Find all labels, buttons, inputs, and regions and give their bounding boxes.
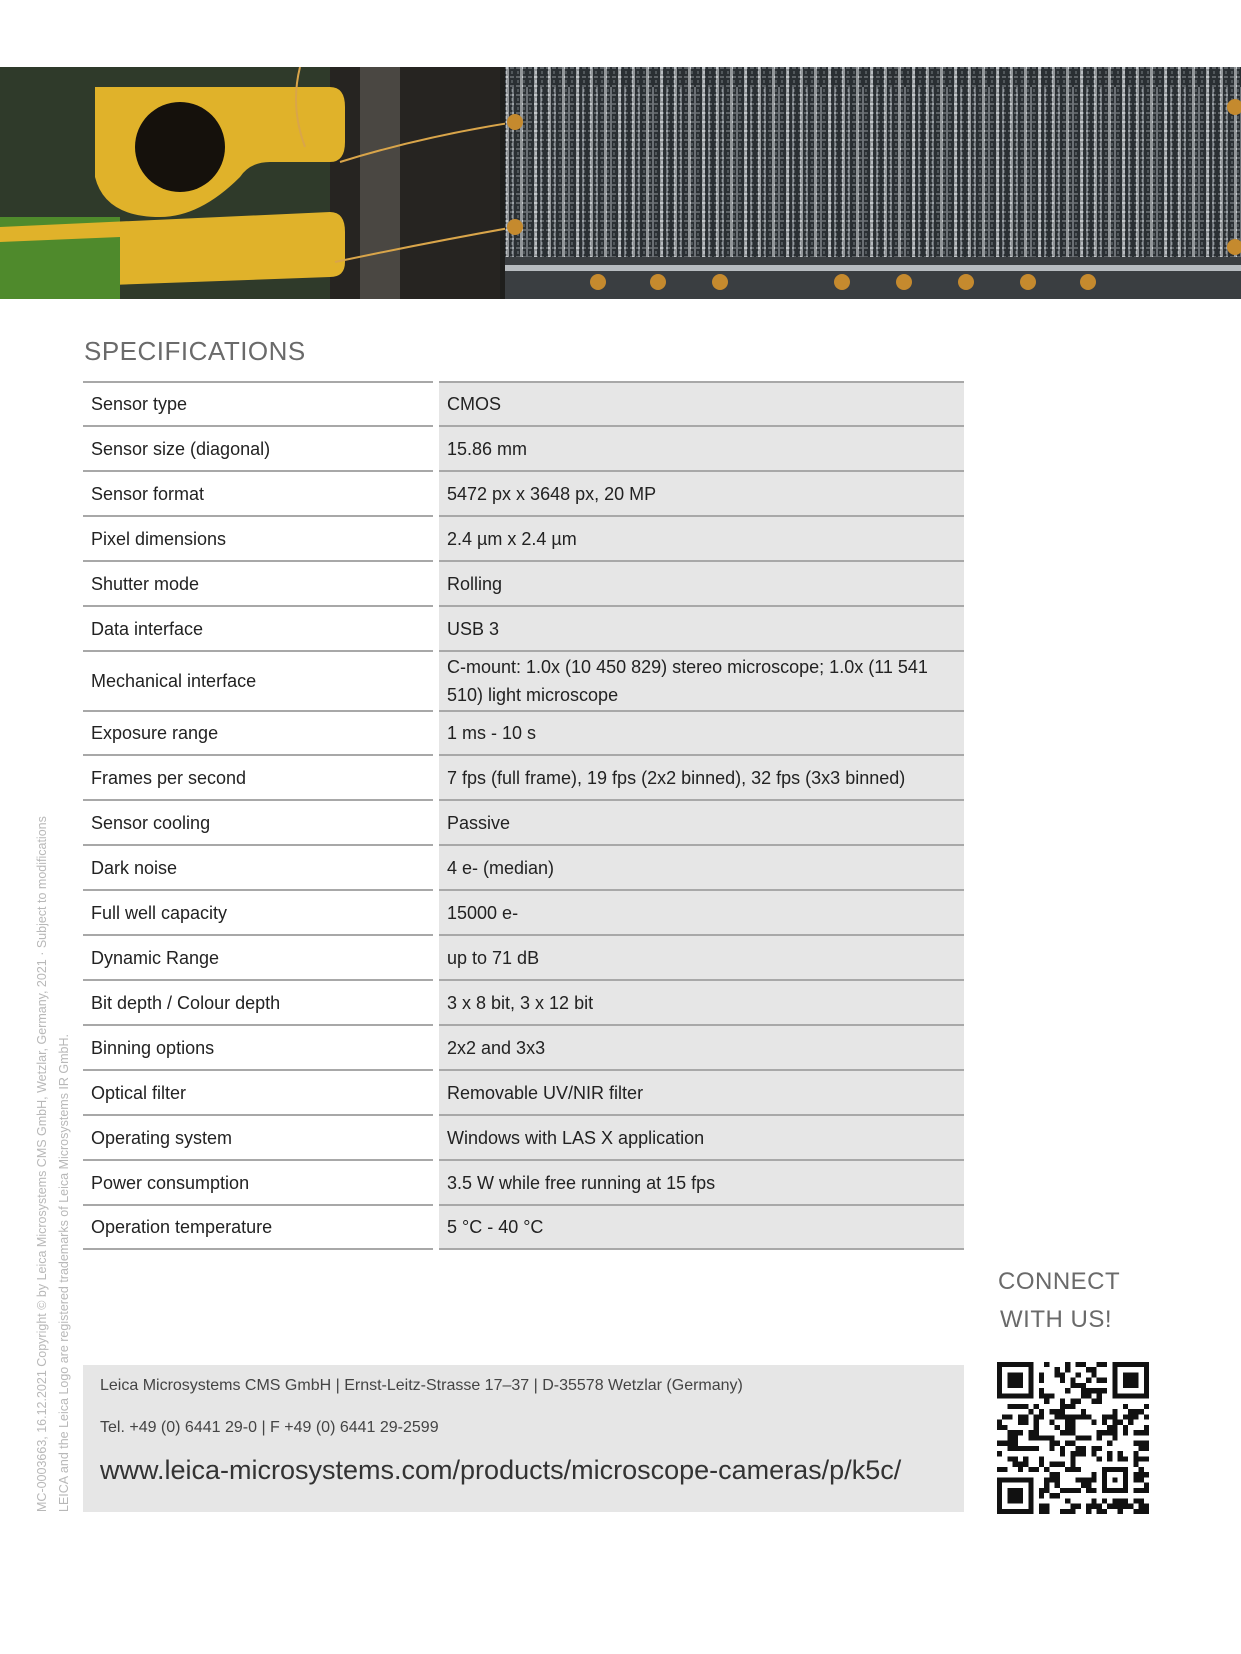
spec-label: Sensor cooling [83, 800, 436, 845]
spec-label: Binning options [83, 1025, 436, 1070]
spec-label: Operation temperature [83, 1205, 436, 1249]
table-row [83, 471, 964, 516]
spec-value: 5472 px x 3648 px, 20 MP [436, 471, 964, 516]
table-row [83, 890, 964, 935]
spec-value: Rolling [436, 561, 964, 606]
table-row [83, 1025, 964, 1070]
spec-value: 2x2 and 3x3 [436, 1025, 964, 1070]
spec-label: Dark noise [83, 845, 436, 890]
table-row [83, 426, 964, 471]
spec-value: 3 x 8 bit, 3 x 12 bit [436, 980, 964, 1025]
spec-value: up to 71 dB [436, 935, 964, 980]
qr-code-graphic [997, 1362, 1149, 1514]
spec-label: Sensor type [83, 382, 436, 426]
spec-value: Removable UV/NIR filter [436, 1070, 964, 1115]
spec-label: Power consumption [83, 1160, 436, 1205]
product-url-link[interactable]: www.leica-microsystems.com/products/microscope-cameras/p/k5c/ [100, 1455, 902, 1485]
table-row [83, 845, 964, 890]
spec-value: 7 fps (full frame), 19 fps (2x2 binned), 32 fps (3x3 binned) [436, 755, 964, 800]
table-row [83, 651, 964, 711]
table-row [83, 980, 964, 1025]
company-address: Leica Microsystems CMS GmbH | Ernst-Leitz-Strasse 17–37 | D-35578 Wetzlar (Germany) [100, 1377, 743, 1394]
spec-label: Sensor format [83, 471, 436, 516]
table-row [83, 1070, 964, 1115]
connect-line-1: CONNECT [998, 1268, 1121, 1295]
spec-label: Pixel dimensions [83, 516, 436, 561]
contact-footer [83, 1365, 964, 1512]
spec-label: Bit depth / Colour depth [83, 980, 436, 1025]
specifications-table [83, 381, 964, 1250]
spec-value: 3.5 W while free running at 15 fps [436, 1160, 964, 1205]
phone-fax: Tel. +49 (0) 6441 29-0 | F +49 (0) 6441 29-2599 [100, 1419, 439, 1436]
qr-code-icon[interactable] [997, 1362, 1149, 1514]
spec-label: Exposure range [83, 711, 436, 755]
hero-image [0, 67, 1241, 299]
spec-value: 2.4 µm x 2.4 µm [436, 516, 964, 561]
table-row [83, 382, 964, 426]
trademark-line: LEICA and the Leica Logo are registered trademarks of Leica Microsystems IR GmbH. [57, 1034, 71, 1512]
spec-label: Sensor size (diagonal) [83, 426, 436, 471]
section-title: SPECIFICATIONS [84, 336, 306, 366]
spec-value: USB 3 [436, 606, 964, 651]
connect-line-2: WITH US! [1000, 1306, 1112, 1333]
table-row [83, 516, 964, 561]
spec-value: Passive [436, 800, 964, 845]
spec-value: 5 °C - 40 °C [436, 1205, 964, 1249]
table-row [83, 755, 964, 800]
table-row [83, 711, 964, 755]
table-row [83, 1160, 964, 1205]
table-row [83, 1205, 964, 1249]
spec-value: 15.86 mm [436, 426, 964, 471]
spec-label: Data interface [83, 606, 436, 651]
spec-label: Frames per second [83, 755, 436, 800]
spec-value: 15000 e- [436, 890, 964, 935]
spec-label: Shutter mode [83, 561, 436, 606]
spec-value: CMOS [436, 382, 964, 426]
spec-label: Mechanical interface [83, 651, 436, 711]
spec-label: Full well capacity [83, 890, 436, 935]
spec-label: Operating system [83, 1115, 436, 1160]
connect-heading [998, 1263, 1120, 1339]
copyright-line: MC-0003663, 16.12.2021 Copyright © by Leica Microsystems CMS GmbH, Wetzlar, Germany, 2021 · Subject to modifications [35, 816, 49, 1512]
table-row [83, 800, 964, 845]
microchip-illustration [0, 67, 1241, 299]
spec-label: Dynamic Range [83, 935, 436, 980]
spec-value: 4 e- (median) [436, 845, 964, 890]
spec-value: C-mount: 1.0x (10 450 829) stereo microscope; 1.0x (11 541 510) light microscope [436, 651, 964, 711]
copyright-vertical-text [31, 802, 75, 1512]
spec-value: 1 ms - 10 s [436, 711, 964, 755]
table-row [83, 935, 964, 980]
table-row [83, 606, 964, 651]
spec-label: Optical filter [83, 1070, 436, 1115]
spec-value: Windows with LAS X application [436, 1115, 964, 1160]
table-row [83, 561, 964, 606]
table-row [83, 1115, 964, 1160]
